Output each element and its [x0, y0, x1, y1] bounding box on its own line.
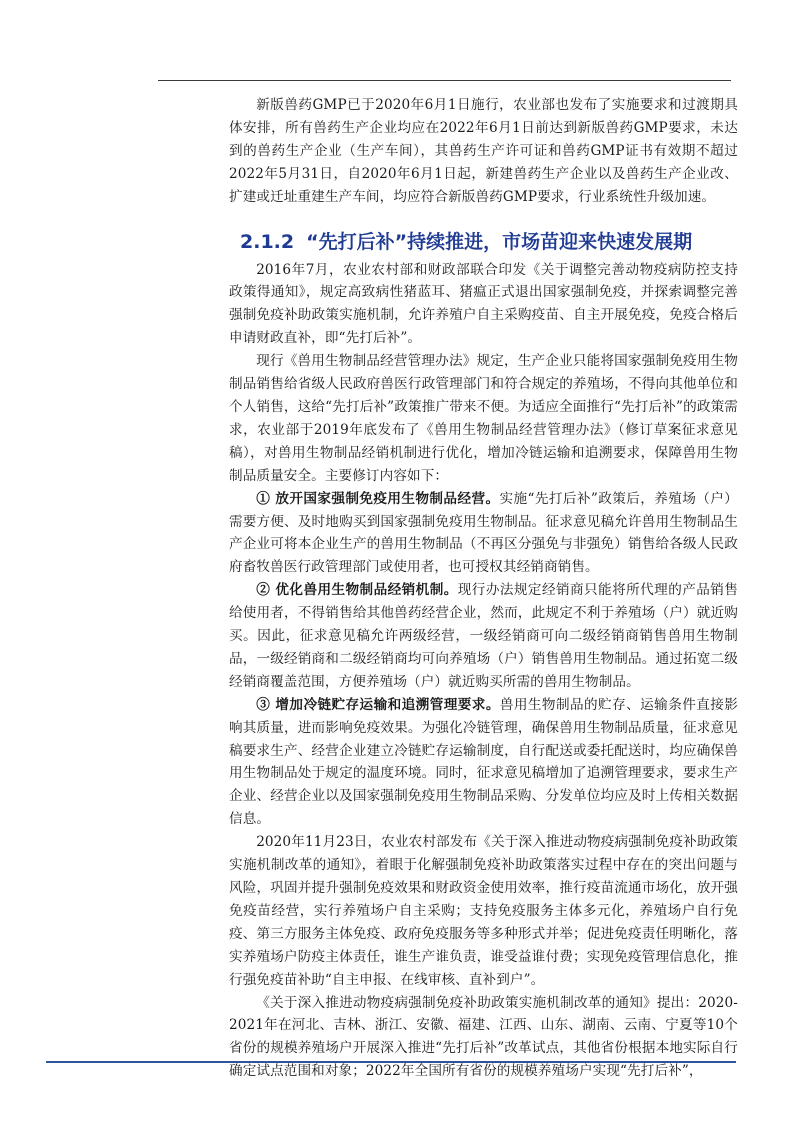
- section-heading: [240, 225, 738, 259]
- list-item-3-text: 兽用生物制品的贮存、运输条件直接影响其质量，进而影响免疫效果。为强化冷链管理，确保兽用生物制品质量，征求意见稿要求生产、经营企业建立冷链贮存运输制度，自行配送或委托配送时，均应确保兽用生物制品处于规定的温度环境。同时，征求意见稿增加了追溯管理要求，要求生产企业、经营企业以及国家强制免疫用生物制品采购、分发单位均应及时上传相关数据信息。: [229, 696, 738, 828]
- list-item-2-text: 现行办法规定经销商只能将所代理的产品销售给使用者，不得销售给其他兽药经营企业，然而，此规定不利于养殖场（户）就近购买。因此，征求意见稿允许两级经营，一级经销商可向二级经销商销售兽用生物制品，一级经销商和二级经销商均可向养殖场（户）销售兽用生物制品。通过拓宽二级经销商覆盖范围，方便养殖场（户）就近购买所需的兽用生物制品。: [229, 582, 739, 690]
- paragraph-pilot-provinces: 《关于深入推进动物疫病强制免疫补助政策实施机制改革的通知》提出：2020-2021年在河北、吉林、浙江、安徽、福建、江西、山东、湖南、云南、宁夏等10个省份的规模养殖场户开展深入推进“先打后补”改革试点，其他省份根据本地实际自行确定试点范围和对象；2022年全国所有省份的规模养殖场户实现“先打后补”，: [229, 994, 738, 1080]
- list-item-2-label: ② 优化兽用生物制品经销机制。: [256, 582, 458, 599]
- list-item-1: [229, 488, 738, 580]
- document-body: [229, 94, 738, 1083]
- header-rule: [158, 80, 731, 81]
- paragraph-gmp: 新版兽药GMP已于2020年6月1日施行，农业部也发布了实施要求和过渡期具体安排，所有兽药生产企业均应在2022年6月1日前达到新版兽药GMP要求，未达到的兽药生产企业（生产车间），其兽药生产许可证和兽药GMP证书有效期不超过2022年5月31日，自2020年6月1日起，新建兽药生产企业以及兽药生产企业改、扩建或迁址重建生产车间，均应符合新版兽药GMP要求，行业系统性升级加速。: [229, 97, 738, 205]
- list-item-3-label: ③ 增加冷链贮存运输和追溯管理要求。: [256, 696, 500, 713]
- list-item-2: [229, 579, 738, 694]
- list-item-3: [229, 694, 738, 831]
- paragraph-management-rules: 现行《兽用生物制品经营管理办法》规定，生产企业只能将国家强制免疫用生物制品销售给省级人民政府兽医行政管理部门和符合规定的养殖场，不得向其他单位和个人销售，这给“先打后补”政策推广带来不便。为适应全面推行“先打后补”的政策需求，农业部于2019年底发布了《兽用生物制品经营管理办法》（修订草案征求意见稿），对兽用生物制品经销机制进行优化，增加冷链运输和追溯要求，保障兽用生物制品质量安全。主要修订内容如下：: [229, 353, 738, 484]
- list-item-1-text: 实施“先打后补”政策后，养殖场（户）需要方便、及时地购买到国家强制免疫用生物制品。征求意见稿允许兽用生物制品生产企业可将本企业生产的兽用生物制品（不再区分强免与非强免）销售给各级人民政府畜牧兽医行政管理部门或使用者，也可授权其经销商销售。: [229, 490, 739, 576]
- section-number: 2.1.2: [240, 230, 295, 253]
- section-title: “先打后补”持续推进，市场苗迎来快速发展期: [306, 230, 693, 253]
- list-item-1-label: ① 放开国家强制免疫用生物制品经营。: [256, 490, 500, 507]
- paragraph-2016-policy: 2016年7月，农业农村部和财政部联合印发《关于调整完善动物疫病防控支持政策得通知》，规定高致病性猪蓝耳、猪瘟正式退出国家强制免疫，并探索调整完善强制免疫补助政策实施机制，允许养殖户自主采购疫苗、自主开展免疫，免疫合格后申请财政直补，即“先打后补”。: [229, 261, 738, 347]
- footer-rule: [46, 1061, 736, 1063]
- paragraph-2020-notice: 2020年11月23日，农业农村部发布《关于深入推进动物疫病强制免疫补助政策实施机制改革的通知》，着眼于化解强制免疫补助政策落实过程中存在的突出问题与风险，巩固并提升强制免疫效果和财政资金使用效率，推行疫苗流通市场化，放开强免疫苗经营，实行养殖场户自主采购；支持免疫服务主体多元化，养殖场户自行免疫、第三方服务主体免疫、政府免疫服务等多种形式并举；促进免疫责任明晰化，落实养殖场户防疫主体责任，谁生产谁负责，谁受益谁付费；实现免疫管理信息化，推行强免疫苗补助“自主申报、在线审核、直补到户”。: [229, 834, 738, 988]
